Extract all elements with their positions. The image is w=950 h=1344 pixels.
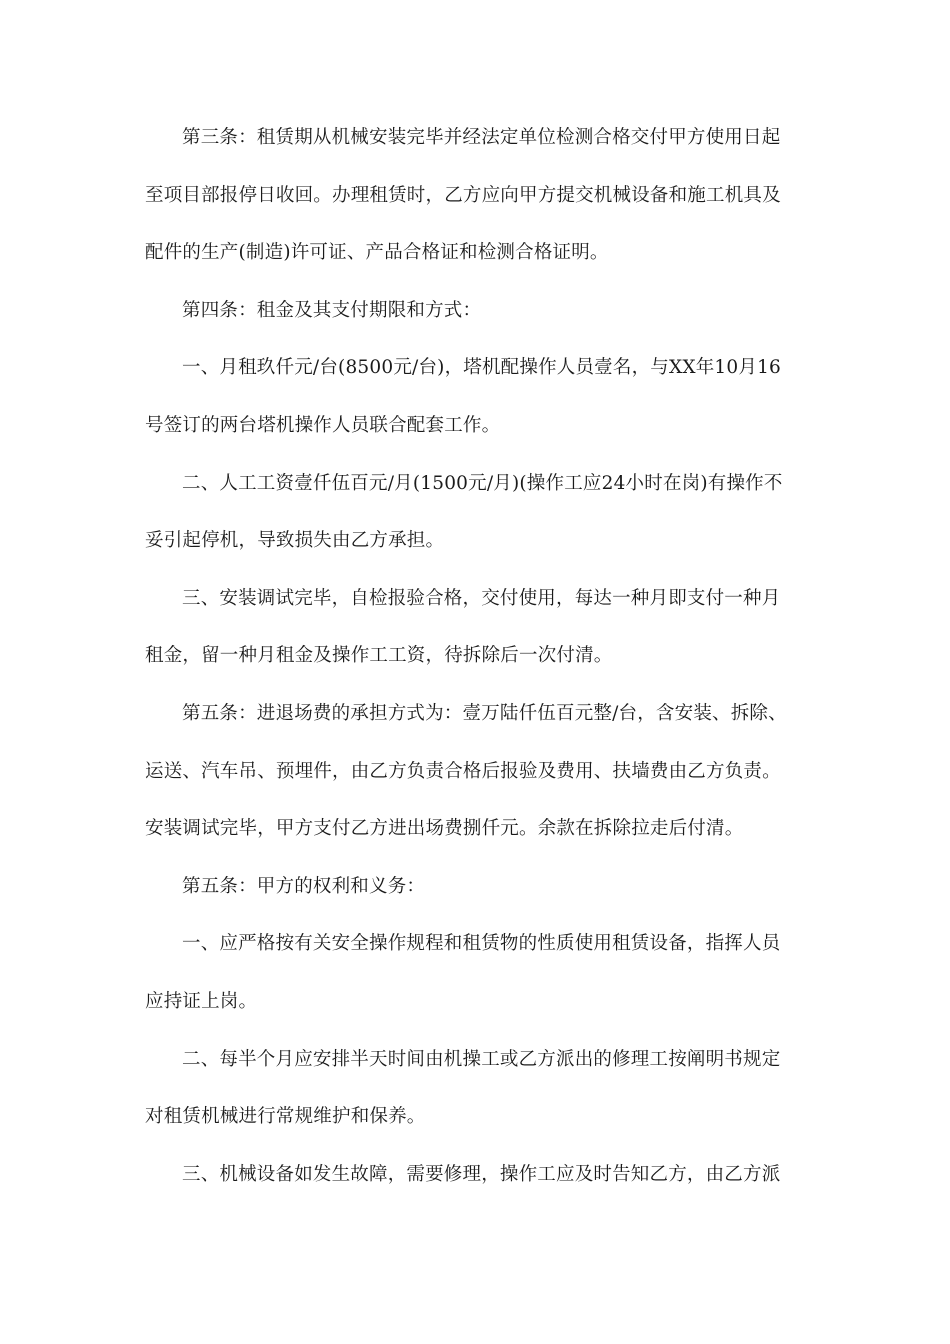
paragraph-line: 第三条：租赁期从机械安装完毕并经法定单位检测合格交付甲方使用日起 xyxy=(182,127,781,148)
paragraph-line: 应持证上岗。 xyxy=(145,990,258,1012)
paragraph-line: 二、每半个月应安排半天时间由机操工或乙方派出的修理工按阐明书规定 xyxy=(182,1048,781,1070)
paragraph-line: 对租赁机械进行常规维护和保养。 xyxy=(145,1106,426,1128)
paragraph-line: 配件的生产(制造)许可证、产品合格证和检测合格证明。 xyxy=(145,242,609,264)
paragraph-line: 号签订的两台塔机操作人员联合配套工作。 xyxy=(145,414,501,436)
paragraph-line: 租金，留一种月租金及操作工工资，待拆除后一次付清。 xyxy=(145,645,613,667)
paragraph-line: 一、月租玖仟元/台(8500元/台)，塔机配操作人员壹名，与XX年10月16 xyxy=(182,357,782,379)
paragraph-line: 一、应严格按有关安全操作规程和租赁物的性质使用租赁设备，指挥人员 xyxy=(182,933,781,955)
paragraph-line: 三、机械设备如发生故障，需要修理，操作工应及时告知乙方，由乙方派 xyxy=(182,1163,781,1185)
paragraph-line: 妥引起停机，导致损失由乙方承担。 xyxy=(145,530,445,552)
paragraph-line: 第四条：租金及其支付期限和方式： xyxy=(182,299,482,321)
paragraph-line: 第五条：甲方的权利和义务： xyxy=(182,875,426,897)
paragraph-line: 第五条：进退场费的承担方式为：壹万陆仟伍百元整/台，含安装、拆除、 xyxy=(182,702,787,724)
contract-body-text xyxy=(145,114,815,1208)
paragraph-line: 二、人工工资壹仟伍百元/月(1500元/月)(操作工应24小时在岗)有操作不 xyxy=(182,472,783,494)
paragraph-line: 安装调试完毕，甲方支付乙方进出场费捌仟元。余款在拆除拉走后付清。 xyxy=(145,818,744,840)
paragraph-line: 至项目部报停日收回。办理租赁时，乙方应向甲方提交机械设备和施工机具及 xyxy=(145,184,781,206)
paragraph-line: 运送、汽车吊、预埋件，由乙方负责合格后报验及费用、扶墙费由乙方负责。 xyxy=(145,760,781,782)
paragraph-line: 三、安装调试完毕，自检报验合格，交付使用，每达一种月即支付一种月 xyxy=(182,587,781,609)
